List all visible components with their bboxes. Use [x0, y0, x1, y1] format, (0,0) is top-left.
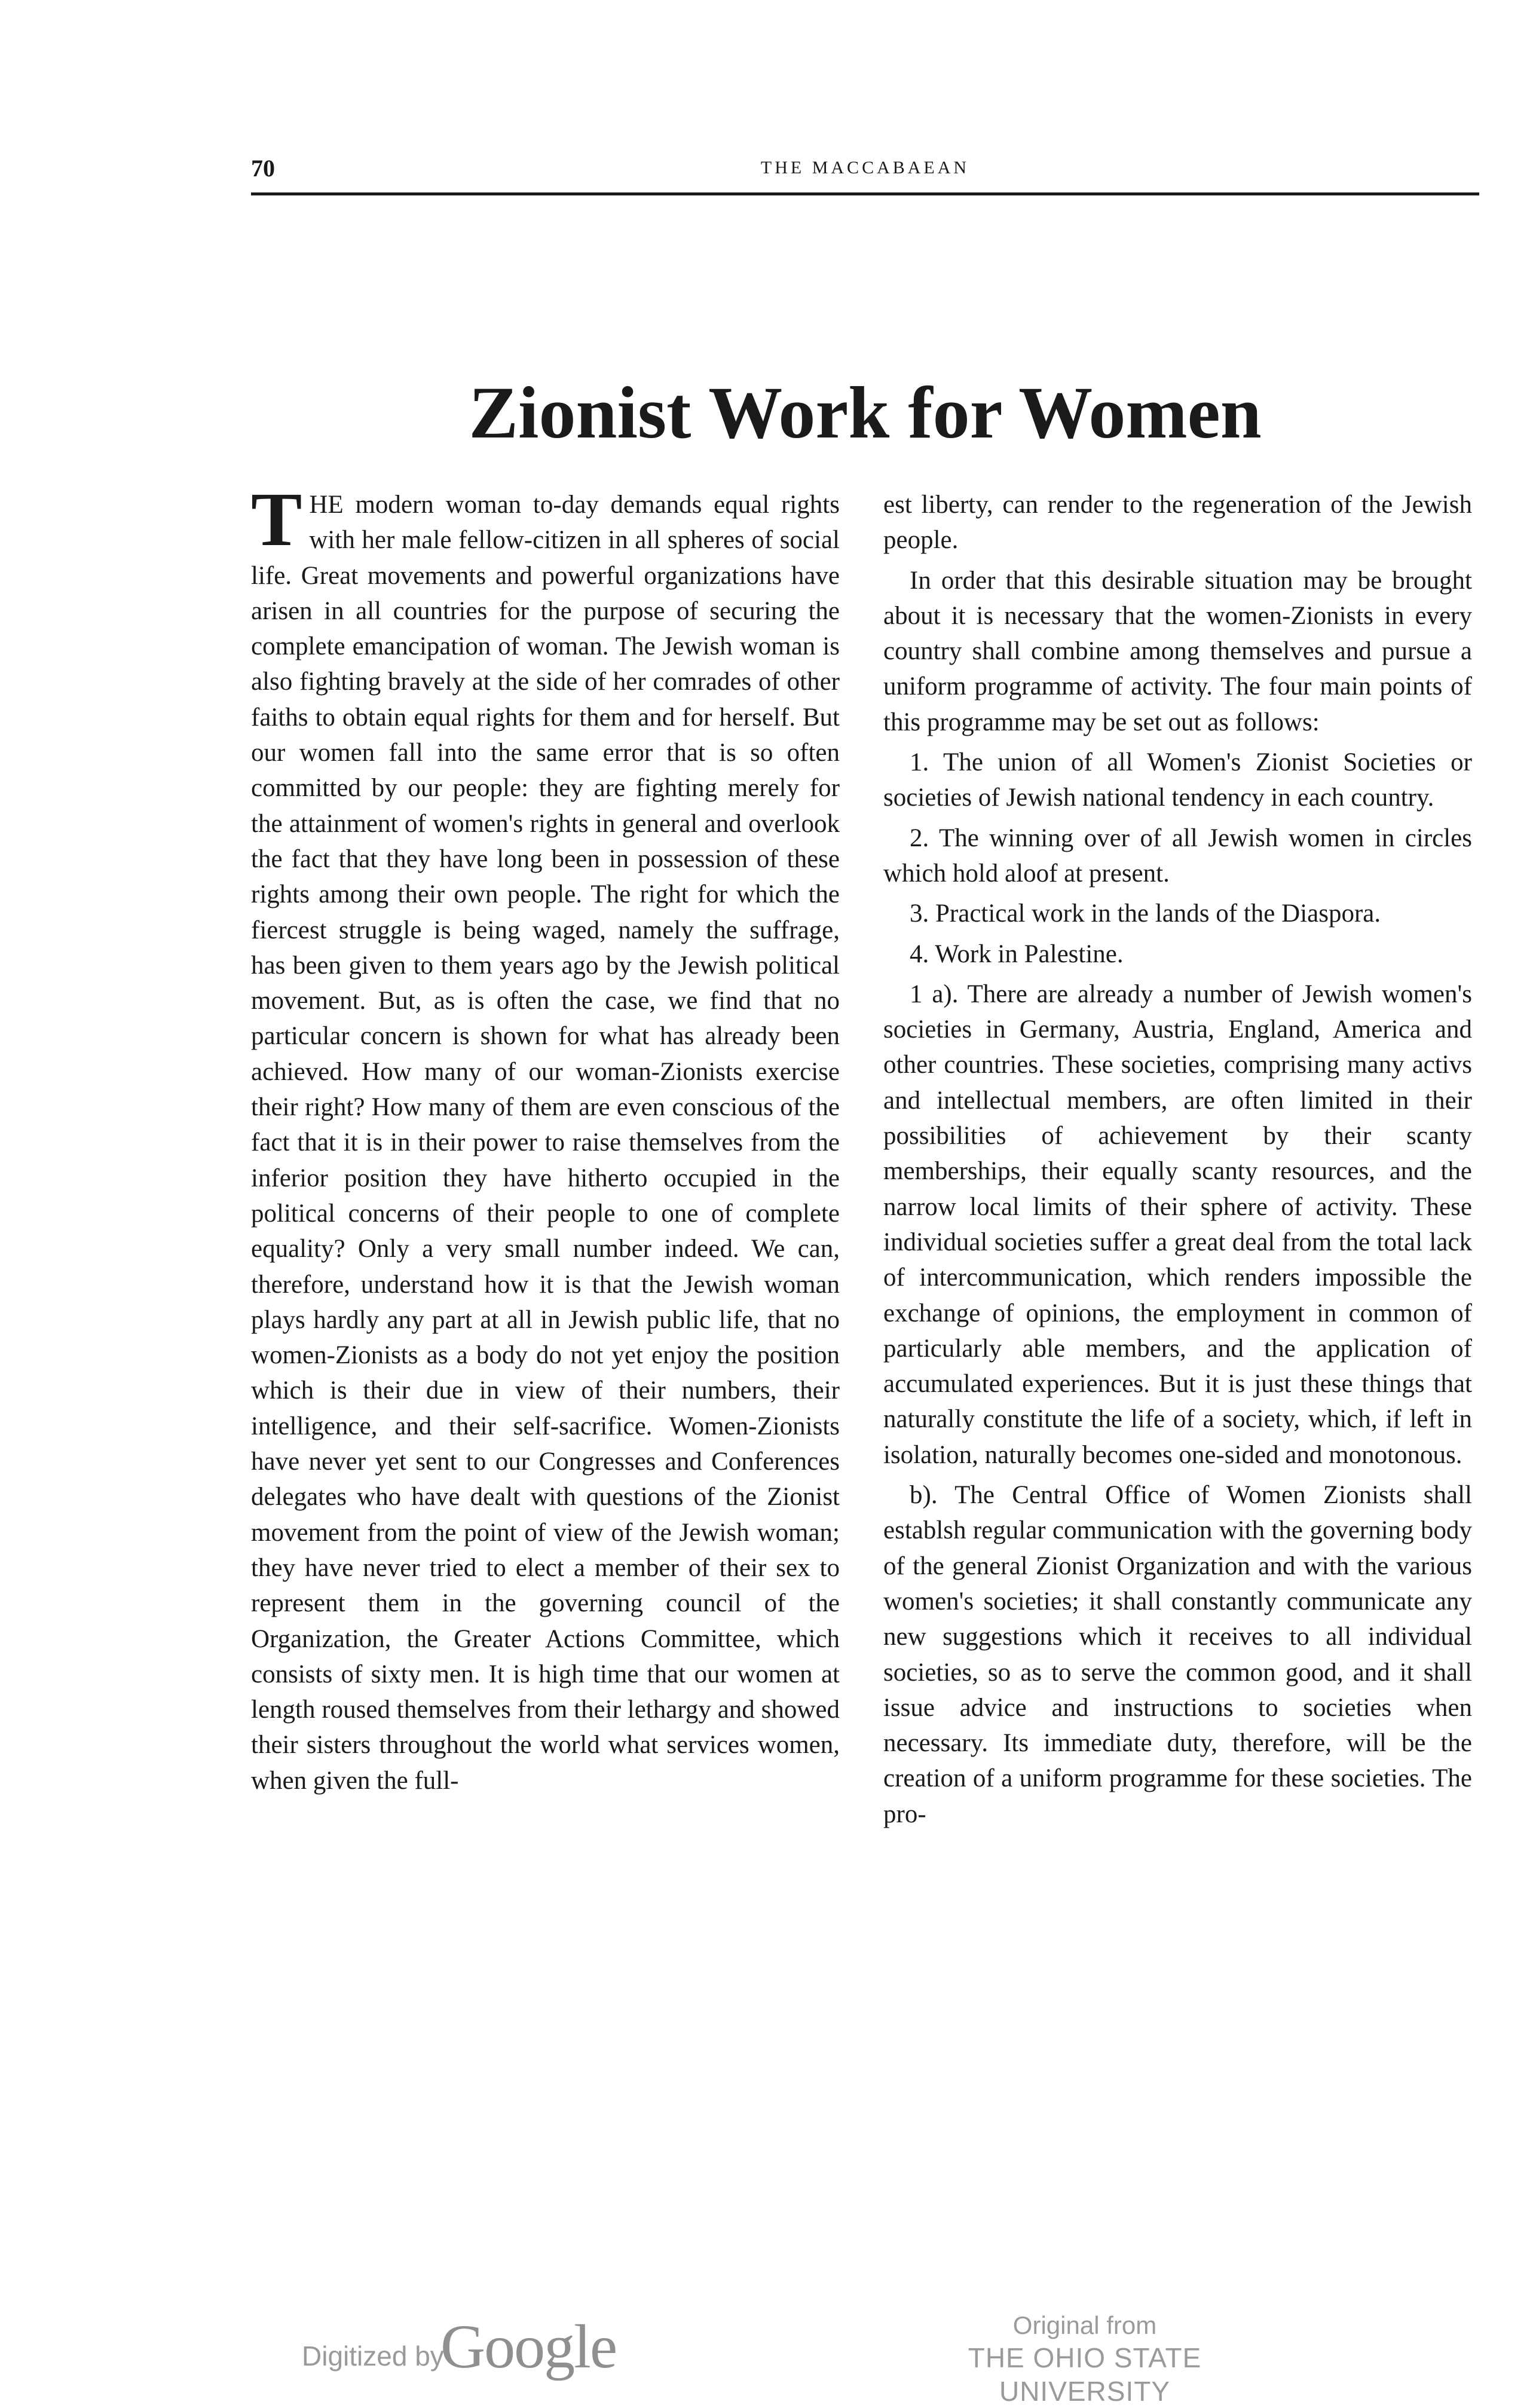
list-item: 4. Work in Palestine. — [910, 940, 1124, 968]
source-watermark — [882, 2310, 1288, 2408]
paragraph: b). The Central Office of Women Zionists shall establsh regular communication with the governing body of the general Zionist Organization and with the various women's societies; it shall constantly communicate any new suggestions which it receives to all individual societies, so as to serve the common good, and it shall issue advice and instructions to societies when necessary. Its immediate duty, therefore, will be the creation of a uniform programme for these societies. The pro- — [883, 1481, 1472, 1828]
article-title: Zionist Work for Women — [469, 372, 1262, 454]
paragraph: In order that this desirable situation may be brought about it is necessary that the women-Zionists in every country shall combine among themselves and pursue a uniform programme of activity. The four main points of this programme may be set out as follows: — [883, 566, 1472, 736]
paragraph: 1 a). There are already a number of Jewish women's societies in Germany, Austria, England, America and other countries. These societies, comprising many activs and intellectual members, are often limited in their possibilities of achievement by their scanty memberships, their equally scanty resources, and the narrow local limits of their sphere of activity. These individual societies suffer a great deal from the total lack of intercommunication, which renders impossible the exchange of opinions, the employment in common of particularly able members, and the application of accumulated experiences. But it is just these things that naturally constitute the life of a society, which, if left in isolation, naturally becomes one-sided and monotonous. — [883, 980, 1472, 1469]
drop-cap: T — [251, 477, 302, 562]
journal-name: THE MACCABAEAN — [760, 158, 970, 178]
list-item: 3. Practical work in the lands of the Diaspora. — [910, 899, 1381, 928]
header-rule — [251, 192, 1479, 195]
paragraph: est liberty, can render to the regeneration of the Jewish people. — [883, 491, 1472, 555]
digitized-by-label: Digitized by — [302, 2340, 444, 2372]
google-logo: Google — [440, 2312, 617, 2381]
list-item: 1. The union of all Women's Zionist Societies or societies of Jewish national tendency in each country. — [883, 748, 1472, 812]
paragraph — [251, 477, 840, 1798]
running-head — [251, 154, 1479, 190]
original-from-label: Original from — [1012, 2311, 1157, 2339]
university-label: THE OHIO STATE UNIVERSITY — [968, 2342, 1202, 2407]
page-number: 70 — [251, 155, 275, 182]
paragraph-text: HE modern woman to-day demands equal rights with her male fellow-citizen in all spheres of social life. Great movements and powerful organizations have arisen in all countries for the purpose of securing the complete emancipation of woman. The Jewish woman is also fighting bravely at the side of her comrades of other faiths to obtain equal rights for them and for herself. But our women fall into the same error that is so often committed by our people: they are fighting merely for the attainment of women's rights in general and overlook the fact that they have long been in possession of these rights among their own people. The right for which the fiercest struggle is being waged, namely the suffrage, has been given to them years ago by the Jewish political movement. But, as is often the case, we find that no particular concern is shown for what has already been achieved. How many of our woman-Zionists exercise their right? How many of them are even conscious of the fact that it is in their power to raise themselves from the inferior position they have hitherto occupied in the political concerns of their people to one of complete equality? Only a very small number indeed. We can, therefore, understand how it is that the Jewish woman plays hardly any part at all in Jewish public life, that no women-Zionists as a body do not yet enjoy the position which is their due in view of their numbers, their intelligence, and their self-sacrifice. Women-Zionists have never yet sent to our Congresses and Conferences delegates who have dealt with questions of the Zionist movement from the point of view of the Jewish woman; they have never tried to elect a member of their sex to represent them in the governing council of the Organization, the Greater Actions Committee, which consists of sixty men. It is high time that our women at length roused themselves from their lethargy and showed their sisters throughout the world what services women, when given the full- — [251, 491, 840, 1795]
left-column — [251, 477, 840, 1798]
right-column — [883, 487, 1472, 1832]
list-item: 2. The winning over of all Jewish women in circles which hold aloof at present. — [883, 824, 1472, 888]
